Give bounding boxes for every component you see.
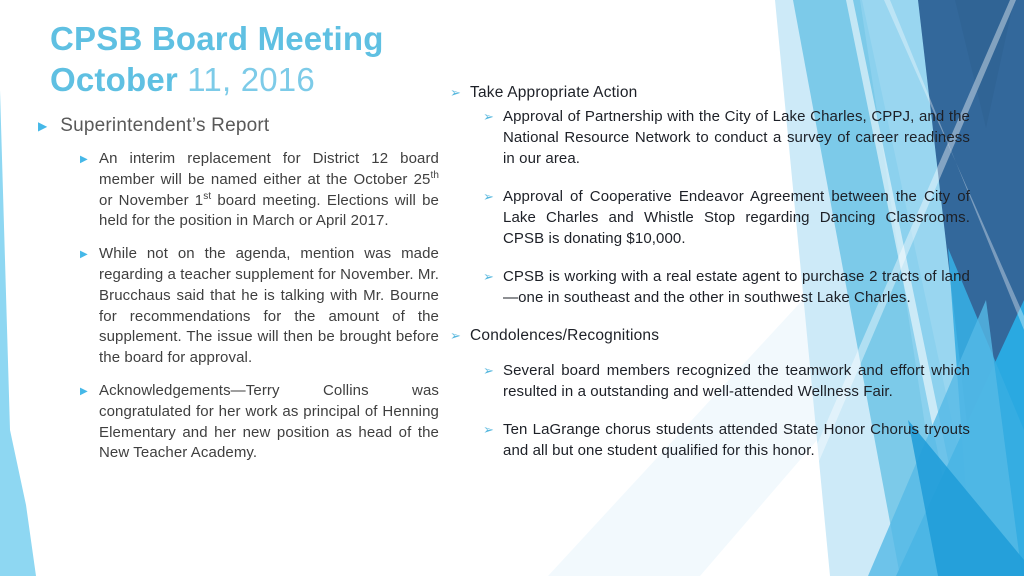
arrow-bullet-icon: ➢ [450,85,461,100]
arrow-bullet-icon: ➢ [483,422,494,437]
section-heading: Take Appropriate Action [470,84,638,101]
slide-title-date: 11, 2016 [187,61,315,98]
facet-left-edge-wedge [0,90,36,576]
arrow-bullet-icon: ➢ [483,109,494,124]
triangle-bullet-icon: ▶ [80,154,88,165]
list-item [80,149,442,232]
right-bullet-text: Approval of Partnership with the City of Lake Charles, CPPJ, and the National Resource Network to conduct a survey of career readiness in our area. [503,108,970,167]
list-item [483,419,972,461]
list-item [483,186,972,249]
right-bullet-text: Ten LaGrange chorus students attended State Honor Chorus tryouts and all but one student qualified for this honor. [503,421,970,459]
triangle-bullet-icon: ▶ [80,385,88,397]
left-bullet-text: While not on the agenda, mention was made regarding a teacher supplement for November. Mr. Brucchaus said that he is talking with Mr. Bourne for recommendations for the amount of the supplement. The issue will then be brought before the board for approval. [99,245,439,367]
arrow-bullet-icon: ➢ [450,328,461,343]
right-bullet-text: Several board members recognized the teamwork and effort which resulted in a outstanding and well-attended Wellness Fair. [503,362,970,400]
right-bullet-text: Approval of Cooperative Endeavor Agreement between the City of Lake Charles and Whistle Stop regarding Dancing Classrooms. CPSB is donating $10,000. [503,188,970,247]
left-bullet-text: Acknowledgements—Terry Collins was congratulated for her work as principal of Henning Elementary and her new position as head of the New Teacher Academy. [99,381,439,462]
list-item [483,266,972,308]
slide-title-month: October [50,61,188,98]
right-column [450,82,972,478]
section-heading-row [450,325,972,346]
left-bullet-text: An interim replacement for District 12 board member will be named either at the October 25th or November 1st board meeting. Elections will be held for the position in March or April 2017. [99,150,439,230]
section-heading: Condolences/Recognitions [470,327,660,344]
triangle-bullet-icon: ▶ [80,249,88,261]
slide-title-line1: CPSB Board Meeting [50,20,384,57]
arrow-bullet-icon: ➢ [483,189,494,204]
right-bullet-text: CPSB is working with a real estate agent to purchase 2 tracts of land—one in southeast and the other in southwest Lake Charles. [503,268,970,306]
list-item [483,360,972,402]
arrow-bullet-icon: ➢ [483,269,494,284]
section-heading-row [450,82,972,103]
triangle-bullet-icon: ▶ [38,119,48,133]
list-item [483,106,972,169]
list-item [80,381,442,464]
left-column-heading: Superintendent’s Report [60,115,270,136]
left-column [80,149,442,476]
list-item [80,244,442,369]
left-heading-row [38,114,438,138]
arrow-bullet-icon: ➢ [483,363,494,378]
